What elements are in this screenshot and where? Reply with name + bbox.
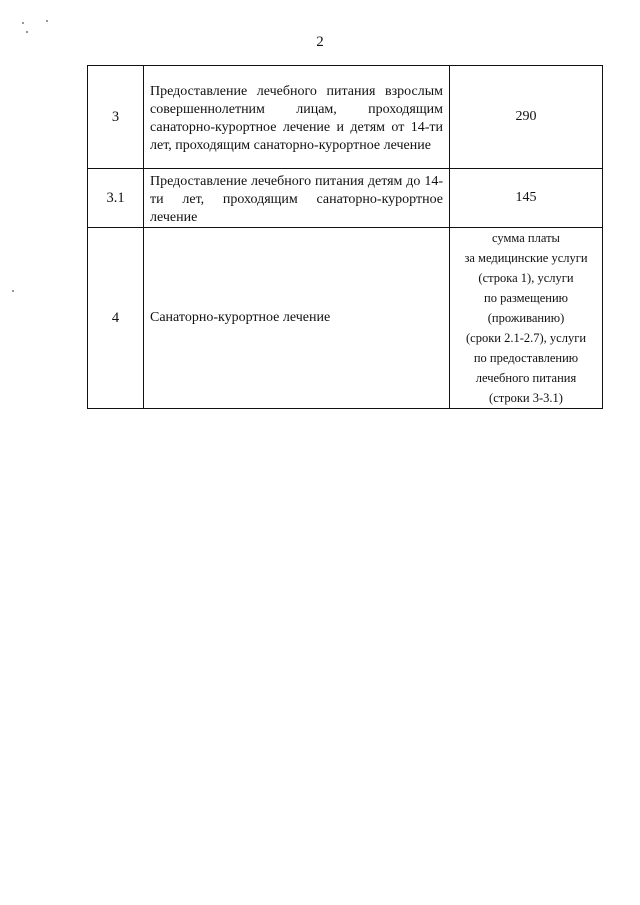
table-row xyxy=(88,66,603,169)
row-number: 3 xyxy=(88,66,144,169)
note-line: за медицинские услуги xyxy=(464,251,588,265)
scan-speck xyxy=(46,20,48,22)
row-description: Предоставление лечебного питания детям до 14-ти лет, проходящим санаторно-курортное лечение xyxy=(144,169,450,228)
scan-speck xyxy=(22,22,24,24)
note-line: (сроки 2.1-2.7), услуги xyxy=(465,331,587,345)
row-number: 4 xyxy=(88,228,144,409)
row-value: 145 xyxy=(450,169,603,228)
note-line: (строка 1), услуги xyxy=(478,271,574,285)
table-row xyxy=(88,228,603,409)
note-line: сумма платы xyxy=(492,231,560,245)
row-description: Санаторно-курортное лечение xyxy=(144,228,450,409)
tariff-table xyxy=(87,65,603,409)
note-line: по размещению xyxy=(484,291,568,305)
scan-speck xyxy=(26,31,28,33)
page-number: 2 xyxy=(316,34,324,50)
note-line: (проживанию) xyxy=(487,311,565,325)
row-number: 3.1 xyxy=(88,169,144,228)
note-line: (строки 3-3.1) xyxy=(489,391,563,405)
row-value: 290 xyxy=(450,66,603,169)
note-line: по предоставлению xyxy=(473,351,579,365)
row-value-note xyxy=(450,228,603,409)
row-description: Предоставление лечебного питания взрослым совершеннолетним лицам, проходящим санаторно-курортное лечение и детям от 14-ти лет, проходящим санаторно-курортное лечение xyxy=(144,66,450,169)
scan-speck xyxy=(12,290,14,292)
note-line: лечебного питания xyxy=(475,371,577,385)
table-row xyxy=(88,169,603,228)
